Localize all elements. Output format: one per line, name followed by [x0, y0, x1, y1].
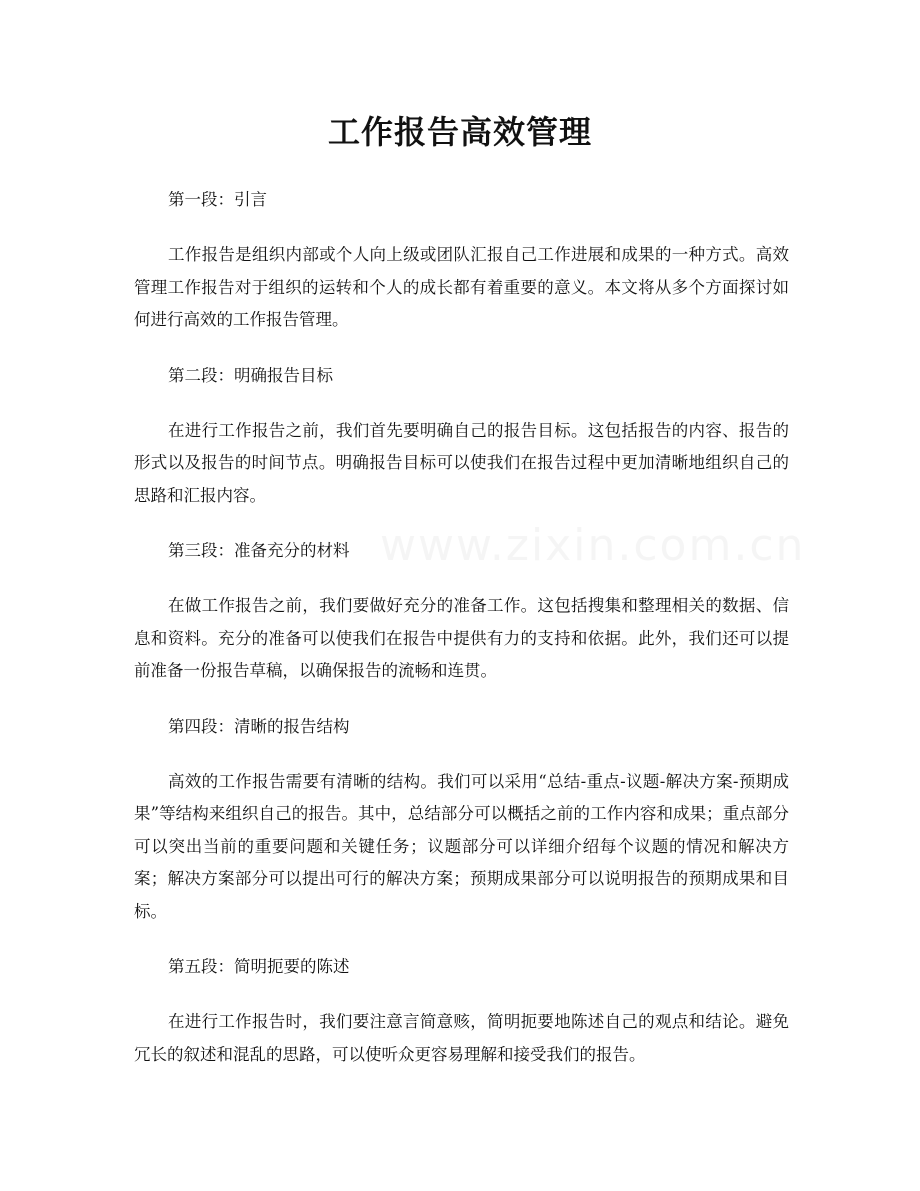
section-3-paragraph: 在做工作报告之前，我们要做好充分的准备工作。这包括搜集和整理相关的数据、信息和资料。充分的准备可以使我们在报告中提供有力的支持和依据。此外，我们还可以提前准备一份报告草稿，以确保报告的流畅和连贯。 — [134, 596, 789, 680]
section-2-heading: 第二段：明确报告目标 — [168, 365, 333, 385]
section-2-paragraph: 在进行工作报告之前，我们首先要明确自己的报告目标。这包括报告的内容、报告的形式以及报告的时间节点。明确报告目标可以使我们在报告过程中更加清晰地组织自己的思路和汇报内容。 — [134, 420, 789, 505]
section-4-paragraph: 高效的工作报告需要有清晰的结构。我们可以采用“总结-重点-议题-解决方案-预期成果”等结构来组织自己的报告。其中，总结部分可以概括之前的工作内容和成果；重点部分可以突出当前的重要问题和关键任务；议题部分可以详细介绍每个议题的情况和解决方案；解决方案部分可以提出可行的解决方案；预期成果部分可以说明报告的预期成果和目标。 — [134, 771, 789, 921]
section-5-paragraph: 在进行工作报告时，我们要注意言简意赅，简明扼要地陈述自己的观点和结论。避免冗长的叙述和混乱的思路，可以使听众更容易理解和接受我们的报告。 — [134, 1012, 789, 1064]
document-body — [134, 184, 789, 1094]
section-1-paragraph: 工作报告是组织内部或个人向上级或团队汇报自己工作进展和成果的一种方式。高效管理工作报告对于组织的运转和个人的成长都有着重要的意义。本文将从多个方面探讨如何进行高效的工作报告管理。 — [134, 245, 789, 329]
section-1-heading: 第一段：引言 — [168, 190, 267, 209]
section-4-heading: 第四段：清晰的报告结构 — [168, 716, 350, 736]
watermark: www.zixin.com.cn — [380, 520, 806, 571]
page-title: 工作报告高效管理 — [327, 113, 592, 151]
section-3-heading: 第三段：准备充分的材料 — [168, 541, 350, 560]
section-5-heading: 第五段：简明扼要的陈述 — [168, 957, 350, 976]
